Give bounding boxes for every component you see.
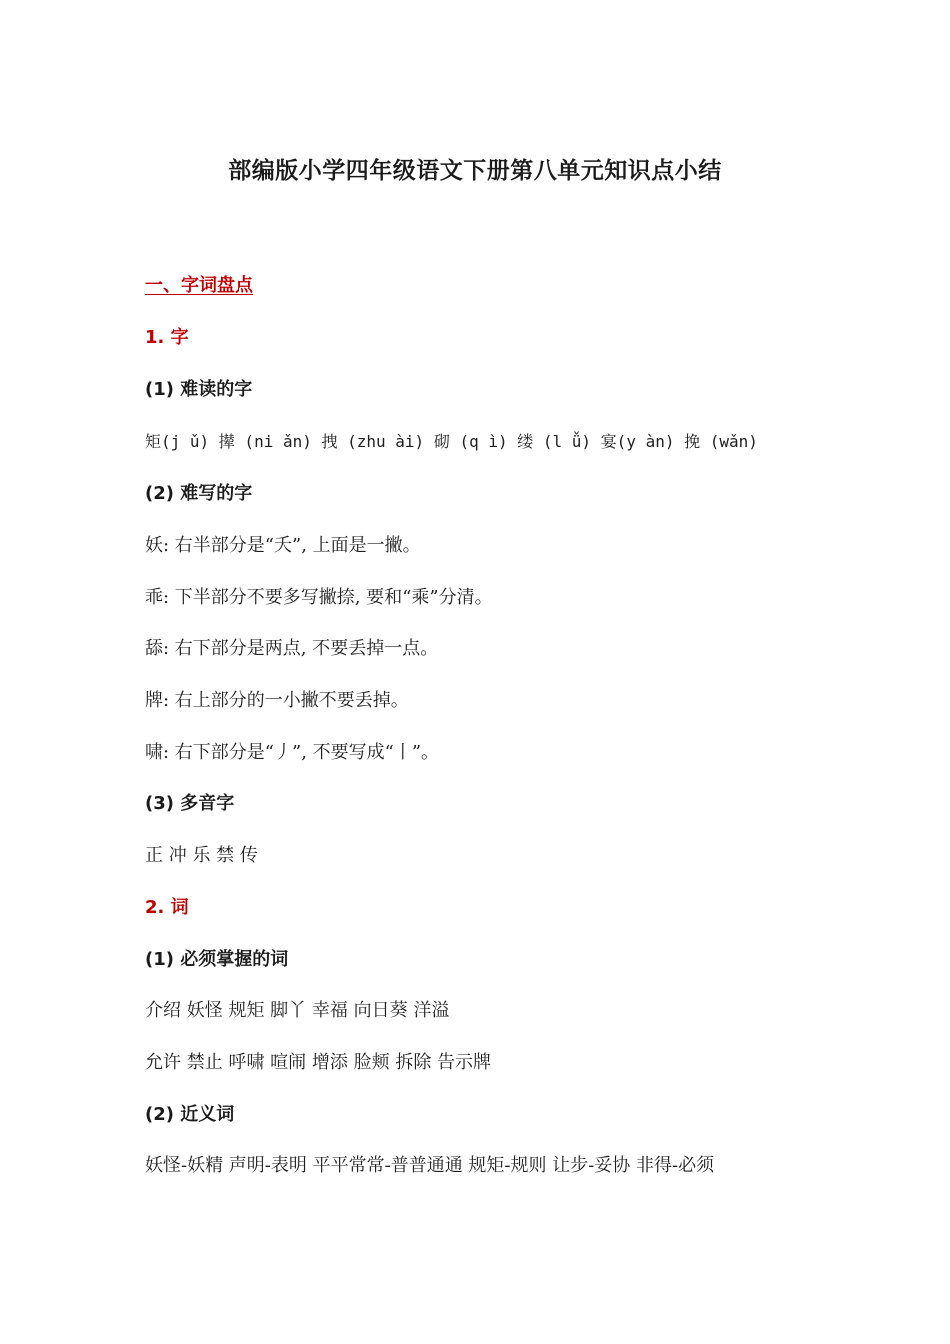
synonyms-line: 妖怪-妖精 声明-表明 平平常常-普普通通 规矩-规则 让步-妥协 非得-必须 bbox=[145, 1155, 715, 1176]
hard-to-write-note: 妖: 右半部分是“夭”, 上面是一撇。 bbox=[145, 535, 421, 556]
must-master-words-line: 允许 禁止 呼啸 喧闹 增添 脸颊 拆除 告示牌 bbox=[145, 1052, 492, 1073]
must-master-words-line: 介绍 妖怪 规矩 脚丫 幸福 向日葵 洋溢 bbox=[145, 1000, 450, 1021]
subsection-heading-characters: 1. 字 bbox=[145, 327, 189, 348]
item-heading-must-master-words: (1) 必须掌握的词 bbox=[145, 949, 289, 970]
item-heading-polyphonic: (3) 多音字 bbox=[145, 793, 235, 814]
item-heading-hard-to-read: (1) 难读的字 bbox=[145, 379, 253, 400]
hard-to-read-characters-line: 矩(j ǔ) 撵 (ni ǎn) 拽 (zhu ài) 砌 (q ì) 缕 (l ǚ) 宴(y àn) 挽 (wǎn) bbox=[145, 432, 758, 451]
hard-to-write-note: 啸: 右下部分是“丿”, 不要写成“丨”。 bbox=[145, 742, 440, 763]
polyphonic-characters-line: 正 冲 乐 禁 传 bbox=[145, 845, 258, 866]
subsection-heading-words: 2. 词 bbox=[145, 897, 189, 918]
item-heading-synonyms: (2) 近义词 bbox=[145, 1104, 235, 1125]
item-heading-hard-to-write: (2) 难写的字 bbox=[145, 483, 253, 504]
page-title: 部编版小学四年级语文下册第八单元知识点小结 bbox=[228, 158, 722, 184]
hard-to-write-note: 乖: 下半部分不要多写撇捺, 要和“乘”分清。 bbox=[145, 587, 493, 608]
section-heading-word-review: 一、字词盘点 bbox=[145, 275, 253, 296]
hard-to-write-note: 舔: 右下部分是两点, 不要丢掉一点。 bbox=[145, 638, 439, 659]
hard-to-write-note: 牌: 右上部分的一小撇不要丢掉。 bbox=[145, 690, 409, 711]
